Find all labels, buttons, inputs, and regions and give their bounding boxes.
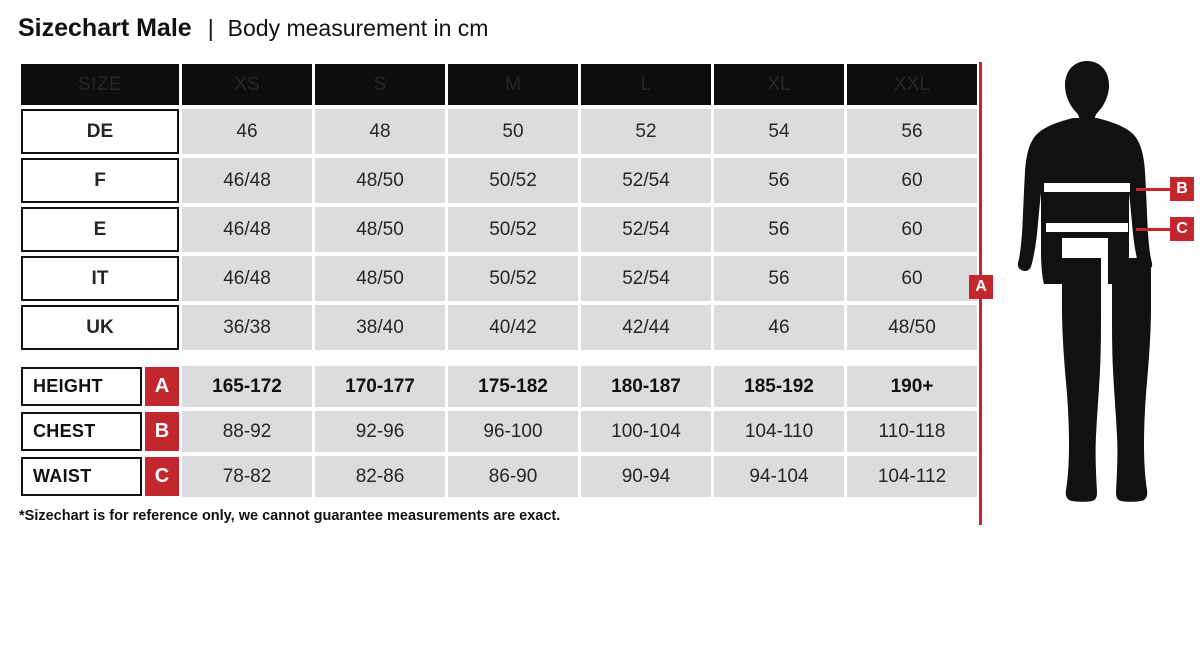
cell-chest-l: 100-104 bbox=[581, 411, 711, 452]
row-label-height: HEIGHT bbox=[21, 367, 142, 406]
cell-it-xl: 56 bbox=[714, 256, 844, 301]
cell-f-xs: 46/48 bbox=[182, 158, 312, 203]
row-label-chest-wrap bbox=[21, 411, 179, 452]
table-row bbox=[21, 256, 977, 301]
cell-waist-l: 90-94 bbox=[581, 456, 711, 497]
column-header-s: S bbox=[315, 64, 445, 105]
cell-chest-xs: 88-92 bbox=[182, 411, 312, 452]
cell-waist-xl: 94-104 bbox=[714, 456, 844, 497]
body-figure bbox=[966, 55, 1200, 525]
column-header-l: L bbox=[581, 64, 711, 105]
column-header-xxl: XXL bbox=[847, 64, 977, 105]
cell-de-m: 50 bbox=[448, 109, 578, 154]
cell-waist-xxl: 104-112 bbox=[847, 456, 977, 497]
table-spacer-row bbox=[21, 354, 977, 362]
cell-e-m: 50/52 bbox=[448, 207, 578, 252]
spacer bbox=[21, 354, 977, 362]
table-row bbox=[21, 456, 977, 497]
cell-e-xs: 46/48 bbox=[182, 207, 312, 252]
cell-chest-xxl: 110-118 bbox=[847, 411, 977, 452]
cell-uk-m: 40/42 bbox=[448, 305, 578, 350]
row-label-uk: UK bbox=[21, 305, 179, 350]
column-header-size: SIZE bbox=[21, 64, 179, 105]
sizechart-table bbox=[18, 60, 980, 501]
cell-height-xl: 185-192 bbox=[714, 366, 844, 407]
cell-height-xxl: 190+ bbox=[847, 366, 977, 407]
cell-f-xxl: 60 bbox=[847, 158, 977, 203]
row-label-waist: WAIST bbox=[21, 457, 142, 496]
cell-de-xxl: 56 bbox=[847, 109, 977, 154]
figure-badge-b: B bbox=[1170, 177, 1194, 201]
table-row bbox=[21, 207, 977, 252]
cell-e-s: 48/50 bbox=[315, 207, 445, 252]
row-label-e: E bbox=[21, 207, 179, 252]
cell-de-xs: 46 bbox=[182, 109, 312, 154]
title-subtitle: Body measurement in cm bbox=[227, 15, 489, 41]
cell-height-m: 175-182 bbox=[448, 366, 578, 407]
cell-uk-xl: 46 bbox=[714, 305, 844, 350]
table-row bbox=[21, 305, 977, 350]
row-label-it: IT bbox=[21, 256, 179, 301]
figure-badge-c: C bbox=[1170, 217, 1194, 241]
cell-height-l: 180-187 bbox=[581, 366, 711, 407]
cell-uk-s: 38/40 bbox=[315, 305, 445, 350]
footnote: *Sizechart is for reference only, we cannot guarantee measurements are exact. bbox=[19, 508, 561, 524]
row-label-waist-wrap bbox=[21, 456, 179, 497]
cell-f-l: 52/54 bbox=[581, 158, 711, 203]
cell-f-xl: 56 bbox=[714, 158, 844, 203]
badge-c-waist: C bbox=[145, 457, 179, 496]
row-label-f: F bbox=[21, 158, 179, 203]
column-header-xl: XL bbox=[714, 64, 844, 105]
cell-de-xl: 54 bbox=[714, 109, 844, 154]
row-label-chest: CHEST bbox=[21, 412, 142, 451]
cell-it-xxl: 60 bbox=[847, 256, 977, 301]
table-header-row bbox=[21, 64, 977, 105]
cell-height-xs: 165-172 bbox=[182, 366, 312, 407]
cell-chest-xl: 104-110 bbox=[714, 411, 844, 452]
cell-f-m: 50/52 bbox=[448, 158, 578, 203]
badge-b-chest: B bbox=[145, 412, 179, 451]
cell-waist-xs: 78-82 bbox=[182, 456, 312, 497]
badge-a-height: A bbox=[145, 367, 179, 406]
cell-e-l: 52/54 bbox=[581, 207, 711, 252]
cell-uk-l: 42/44 bbox=[581, 305, 711, 350]
cell-it-m: 50/52 bbox=[448, 256, 578, 301]
cell-waist-s: 82-86 bbox=[315, 456, 445, 497]
title-separator: | bbox=[207, 15, 214, 41]
cell-f-s: 48/50 bbox=[315, 158, 445, 203]
cell-chest-m: 96-100 bbox=[448, 411, 578, 452]
table-row bbox=[21, 109, 977, 154]
cell-uk-xxl: 48/50 bbox=[847, 305, 977, 350]
cell-chest-s: 92-96 bbox=[315, 411, 445, 452]
column-header-m: M bbox=[448, 64, 578, 105]
cell-e-xl: 56 bbox=[714, 207, 844, 252]
cell-de-s: 48 bbox=[315, 109, 445, 154]
figure-badge-a: A bbox=[969, 275, 993, 299]
cell-it-l: 52/54 bbox=[581, 256, 711, 301]
title-main: Sizechart Male bbox=[18, 14, 192, 42]
cell-waist-m: 86-90 bbox=[448, 456, 578, 497]
cell-uk-xs: 36/38 bbox=[182, 305, 312, 350]
cell-it-s: 48/50 bbox=[315, 256, 445, 301]
table-row bbox=[21, 366, 977, 407]
cell-it-xs: 46/48 bbox=[182, 256, 312, 301]
table-row bbox=[21, 411, 977, 452]
cell-de-l: 52 bbox=[581, 109, 711, 154]
row-label-height-wrap bbox=[21, 366, 179, 407]
page-title bbox=[18, 14, 488, 43]
male-body-silhouette-icon bbox=[992, 55, 1182, 525]
cell-height-s: 170-177 bbox=[315, 366, 445, 407]
row-label-de: DE bbox=[21, 109, 179, 154]
sizechart-table-wrapper bbox=[18, 60, 966, 501]
column-header-xs: XS bbox=[182, 64, 312, 105]
cell-e-xxl: 60 bbox=[847, 207, 977, 252]
table-row bbox=[21, 158, 977, 203]
